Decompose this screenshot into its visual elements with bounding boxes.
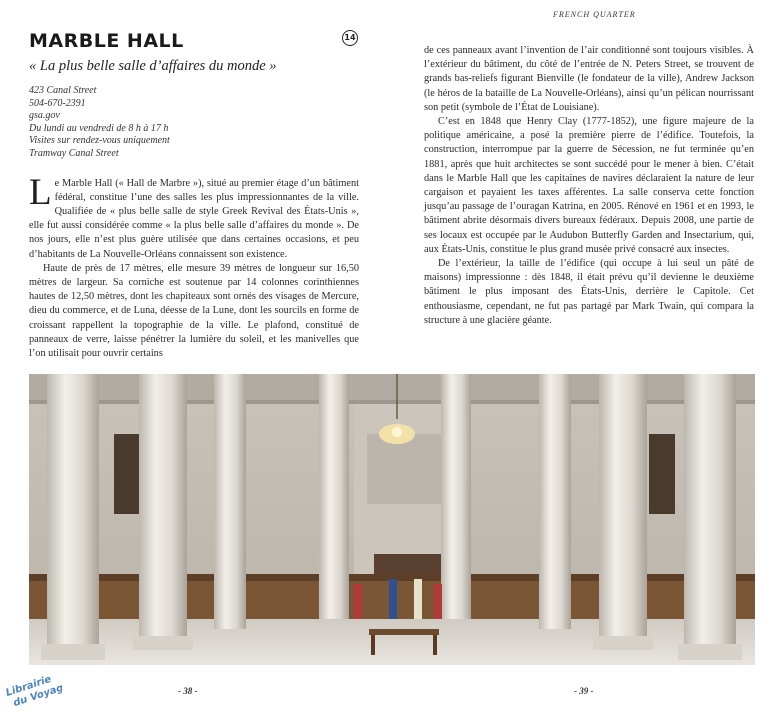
info-address: 423 Canal Street bbox=[29, 85, 97, 96]
paragraph: De l’extérieur, la taille de l’édifice (qui occupe à lui seul un pâté de maisons) impressionne : dès 1848, il était prévu qu’il devienne le deuxième bâtiment le plus imposant des États-Unis, derrière le Capitole. Cet enthousiasme, cependant, ne fut pas partagé par Mark Twain, qui compara la structure à une glacière géante. bbox=[424, 258, 754, 326]
left-column bbox=[29, 30, 359, 361]
entry-number-badge: 14 bbox=[342, 30, 358, 46]
page-number-left: - 38 - bbox=[178, 686, 198, 696]
title-row bbox=[29, 30, 359, 52]
running-head: FRENCH QUARTER bbox=[553, 10, 636, 19]
hall-illustration bbox=[29, 374, 755, 665]
svg-text:Librairie: Librairie bbox=[4, 673, 53, 699]
info-visits: Visites sur rendez-vous uniquement bbox=[29, 135, 170, 147]
practical-info bbox=[29, 85, 359, 161]
info-website: gsa.gov bbox=[29, 110, 60, 122]
librairie-du-voyage-logo bbox=[2, 670, 62, 708]
info-transport: Tramway Canal Street bbox=[29, 147, 119, 159]
right-body-text bbox=[424, 44, 754, 328]
info-hours: Du lundi au vendredi de 8 h à 17 h bbox=[29, 122, 169, 134]
paragraph-text: e Marble Hall (« Hall de Marbre »), situé au premier étage d’un bâtiment fédéral, constitue l’une des salles les plus impressionnantes de la ville. Qualifiée de « plus belle salle de style Greek Revival des États-Unis », elle fut aussi considérée comme « la plus belle salle d’affaires du monde ». De nos jours, elle n’est plus guère utilisée que dans certaines occasions, et peu d’habitants de La Nouvelle-Orléans connaissent son existence. bbox=[29, 177, 359, 260]
paragraph: C’est en 1848 que Henry Clay (1777-1852), une figure majeure de la politique américaine, a posé la première pierre de l’édifice. Toutefois, la construction, interrompue par la guerre de Sécession, ne fut terminée qu’en 1881, après que huit architectes se sont succédé pour le mener à bien. C’était dans le Marble Hall que les capitaines de navires déclaraient la nature de leur cargaison et payaient les taxes afférentes. La salle conserva cette fonction jusqu’au passage de l’ouragan Katrina, en 2005. Rénové en 1961 et en 1993, le bâtiment abrite désormais divers bureaux fédéraux. Depuis 2008, une partie de ses locaux est occupée par le Audubon Butterfly Garden and Insectarium, qui, aux États-Unis, constitue le plus grand musée privé consacré aux insectes. bbox=[424, 116, 754, 255]
right-column bbox=[424, 44, 754, 328]
watermark-logo-icon bbox=[2, 670, 62, 708]
drop-cap: L bbox=[29, 171, 52, 213]
paragraph: Haute de près de 17 mètres, elle mesure 39 mètres de longueur sur 16,50 mètres de largeur. Sa corniche est soutenue par 14 colonnes corinthiennes hautes de 12,50 mètres, dont les chapiteaux sont ornés des visages de Mercure, dieu du commerce, et de Luna, déesse de la Lune, dont les sourcils en forme de croissant rappellent la topographie de la ville. Le plafond, constitué de panneaux de verre, laisse pénétrer la lumière du soleil, et les manivelles que l’on utilisait pour ouvrir certains bbox=[29, 262, 359, 359]
left-body-text bbox=[29, 171, 359, 362]
paragraph: de ces panneaux avant l’invention de l’air conditionné sont toujours visibles. À l’extérieur du bâtiment, du côté de l’entrée de N. Peters Street, se trouvent de grands bas-reliefs figurant Bienville (le fondateur de la ville), Andrew Jackson (le héros de la bataille de La Nouvelle-Orléans), ainsi qu’un pélican nourrissant son petit (symbole de l’État de Louisiane). bbox=[424, 45, 754, 113]
entry-subtitle: « La plus belle salle d’affaires du monde » bbox=[29, 58, 277, 74]
page-number-right: - 39 - bbox=[574, 686, 594, 696]
svg-text:du Voyage: du Voyage bbox=[12, 680, 62, 708]
info-phone: 504-670-2391 bbox=[29, 97, 86, 109]
marble-hall-photo bbox=[29, 374, 755, 665]
entry-title: MARBLE HALL bbox=[29, 30, 184, 52]
paragraph bbox=[29, 171, 359, 262]
